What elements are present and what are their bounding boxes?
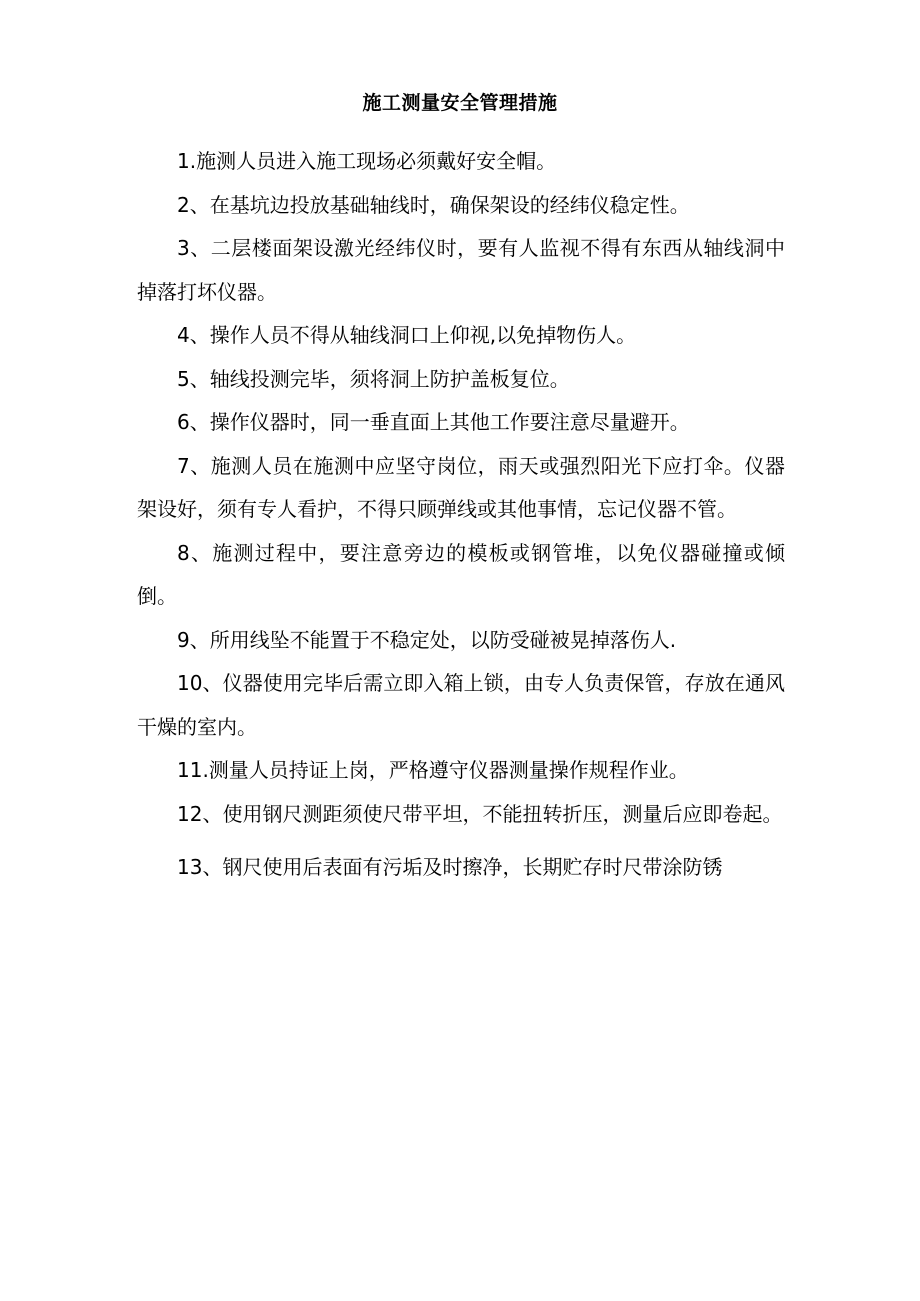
paragraph-3: 3、二层楼面架设激光经纬仪时，要有人监视不得有东西从轴线洞中掉落打坏仪器。 (137, 236, 785, 304)
paragraph-6: 6、操作仪器时，同一垂直面上其他工作要注意尽量避开。 (177, 410, 690, 434)
paragraph-5: 5、轴线投测完毕，须将洞上防护盖板复位。 (177, 366, 570, 391)
paragraph-11: 11.测量人员持证上岗，严格遵守仪器测量操作规程作业。 (177, 758, 689, 782)
paragraph-12: 12、使用钢尺测距须使尺带平坦，不能扭转折压，测量后应即卷起。 (177, 801, 783, 826)
paragraph-10: 10、仪器使用完毕后需立即入箱上锁，由专人负责保管，存放在通风干燥的室内。 (137, 671, 785, 739)
paragraph-13: 13、钢尺使用后表面有污垢及时擦净，长期贮存时尺带涂防锈 (177, 855, 723, 879)
paragraph-2: 2、在基坑边投放基础轴线时，确保架设的经纬仪稳定性。 (177, 192, 690, 217)
paragraph-8: 8、施测过程中，要注意旁边的模板或钢管堆，以免仪器碰撞或倾倒。 (137, 540, 785, 608)
paragraph-7: 7、施测人员在施测中应坚守岗位，雨天或强烈阳光下应打伞。仪器架设好，须有专人看护，不得只顾弹线或其他事情，忘记仪器不管。 (137, 453, 785, 521)
paragraph-9: 9、所用线坠不能置于不稳定处，以防受碰被晃掉落伤人. (177, 627, 677, 652)
document-title: 施工测量安全管理措施 (362, 92, 558, 114)
paragraph-4: 4、操作人员不得从轴线洞口上仰视,以免掉物伤人。 (177, 323, 637, 347)
paragraph-1: 1.施测人员进入施工现场必须戴好安全帽。 (177, 149, 557, 173)
document-body (137, 140, 785, 890)
